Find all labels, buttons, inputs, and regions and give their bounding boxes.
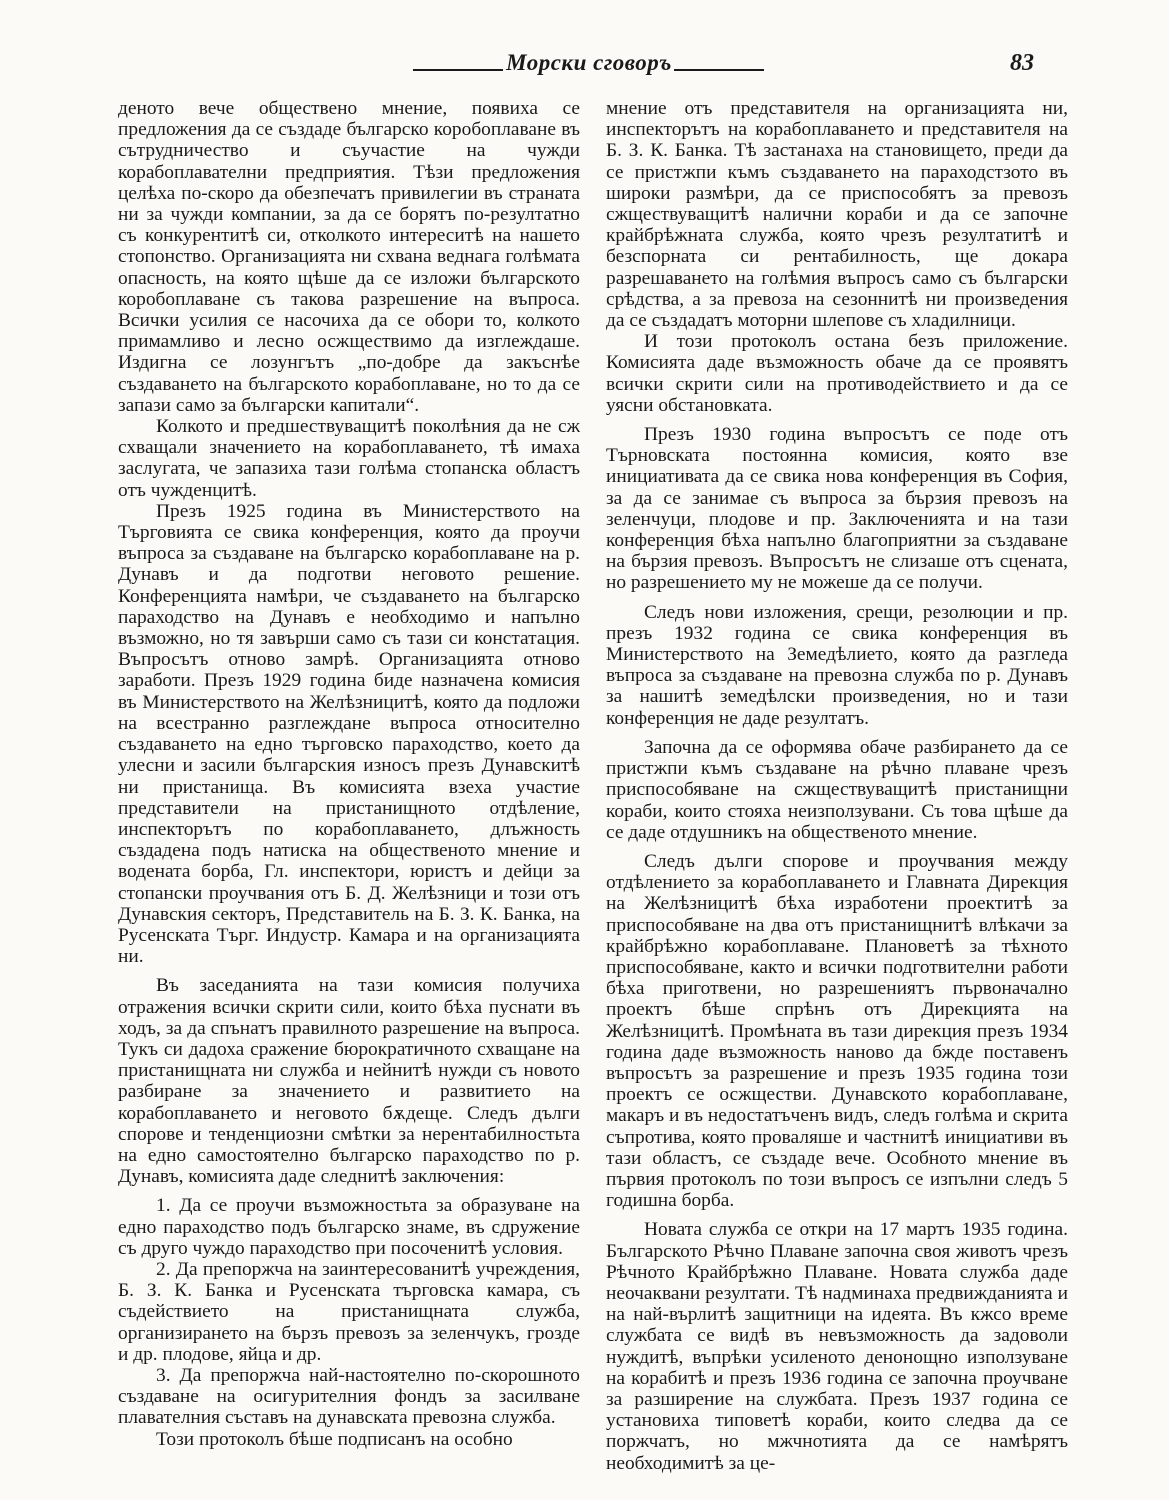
paragraph: Презъ 1925 година въ Министерството на Търговията се свика конференция, която да проучи въпроса за създаване на българско корабоплаване на р. Дунавъ и да подготви неговото решение. Конференцията намѣри, че създаването на българско параходство на Дунавъ е необходимо и напълно възможно, но тя завърши само съ тази си констатация. Въпросътъ отново замрѣ. Организацията отново заработи. Презъ 1929 година биде назначена комисия въ Министерството на Желѣзницитѣ, която да подложи на всестранно разглеждане въпроса относително създаването на едно търговско параходство, което да улесни и засили българския износъ презъ Дунавскитѣ ни пристанища. Въ комисията взеха участие представители на пристанищното отдѣление, инспекторътъ по корабоплаването, длъжность създадена подъ натиска на общественото мнение и водената борба, Гл. инспектори, юристъ и дейци за стопански проучвания отъ Б. Д. Желѣзници и този отъ Дунавския секторъ, Представитель на Б. З. К. Банка, на Русенската Търг. Индустр. Камара и на организацията ни. — [118, 500, 580, 968]
paragraph: Новата служба се откри на 17 мартъ 1935 година. Българското Рѣчно Плаване започна своя животъ чрезъ Рѣчното Крайбрѣжно Плаване. Новата служба даде неочаквани резултати. Тѣ надминаха предвижданията и на най-върлитѣ защитници на идеята. Въ кжсо време службата се видѣ въ невъзможность да задоволи нуждитѣ, въпрѣки усиленото денонощно използуване на корабитѣ и презъ 1936 година се започна проучване за разширение на службата. Презъ 1937 година се установиха типоветѣ кораби, които следва да се поржчатъ, но мжчнотията да се намѣрятъ необходимитѣ за це- — [606, 1219, 1068, 1474]
paragraph: Този протоколъ бѣше подписанъ на особно — [156, 1428, 513, 1450]
list-item: 3. Да препоржча най-настоятелно по-скорошното създаване на осигурителния фондъ за засилване плавателния съставъ на дунавската превозна служба. — [118, 1364, 580, 1429]
journal-title: Морски сговоръ — [506, 50, 672, 75]
running-header — [0, 50, 1169, 90]
page-number: 83 — [1010, 50, 1034, 76]
paragraph: Колкото и предшествуващитѣ поколѣния да не сж схващали значението на корабоплаването, тѣ имаха заслугата, че запазиха тази голѣма стопанска областъ отъ чужденцитѣ. — [118, 416, 580, 501]
paragraph: И този протоколъ остана безъ приложение. Комисията даде възможность обаче да се проявятъ всички скрити сили на противодействието и да се уясни обстановката. — [606, 331, 1068, 416]
right-column — [606, 98, 1068, 1474]
paragraph: Следъ дълги спорове и проучвания между отдѣлението за корабоплаването и Главната Дирекция на Желѣзницитѣ бѣха изработени проектитѣ за приспособяване на два отъ пристанищнитѣ влѣкачи за крайбрѣжно корабоплаване. Плановетѣ за тѣхното приспособяване, както и всички подготвителни работи бѣха приготвени, но разрешениятъ първоначално проектъ бѣше спрѣнъ отъ Дирекцията на Желѣзницитѣ. Промѣната въ тази дирекция презъ 1934 година даде възможность наново да бжде поставенъ въпросътъ за разрешение и презъ 1935 година този проектъ се осжществи. Дунавското корабоплаване, макаръ и въ недостатъченъ видъ, следъ голѣма и скрита съпротива, която проваляше и частнитѣ инициативи въ тази областъ, се създаде вече. Особното мнение въ първия протоколъ по този въпросъ се изпълни следъ 5 годишна борба. — [606, 850, 1068, 1212]
left-column — [118, 98, 580, 1450]
paragraph: Презъ 1930 година въпросътъ се поде отъ Търновската постоянна комисия, която взе инициативата да се свика нова конференция въ София, за да се занимае съ въпроса за бързия превозъ на зеленчуци, плодове и пр. Заключенията и на тази конференция бѣха напълно благоприятни за създаване на бързия превозъ. Въпросътъ не слизаше отъ сцената, но разрешението му не можеше да се получи. — [606, 424, 1068, 594]
paragraph: Въ заседанията на тази комисия получиха отражения всички скрити сили, които бѣха пуснати въ ходъ, за да спънатъ правилното разрешение на въпроса. Тукъ си дадоха сражение бюрократичното схващане на пристанищната ни служба и нейнитѣ нужди съ новото разбиране за значението и развитието на корабоплаването и неговото бѫдеще. Следъ дълги спорове и тенденциозни смѣтки за нерентабилностьта на едно самостоятелно българско параходство по р. Дунавъ, комисията даде следнитѣ заключения: — [118, 975, 580, 1188]
header-rule-right — [674, 69, 764, 71]
header-rule-left — [413, 69, 503, 71]
list-item: 2. Да препоржча на заинтересованитѣ учреждения, Б. З. К. Банка и Русенската търговска камара, съ съдействието на пристанищната служба, организирането на бързъ превозъ за зеленчукъ, грозде и др. плодове, яйца и др. — [118, 1258, 580, 1365]
paragraph: Започна да се оформява обаче разбирането да се пристжпи къмъ създаване на рѣчно плаване чрезъ приспособяване на сжществуващитѣ пристанищни кораби, които стояха неизползувани. Съ това щѣше да се даде отдушникъ на общественото мнение. — [606, 736, 1068, 843]
paragraph: Следъ нови изложения, срещи, резолюции и пр. презъ 1932 година се свика конференция въ Министерството на Земедѣлието, която да разгледа въпроса за създаване на превозна служба по р. Дунавъ за нашитѣ земедѣлски произведения, но и тази конференция не даде резултатъ. — [606, 601, 1068, 729]
paragraph: мнение отъ представителя на организацията ни, инспекторътъ на корабоплаването и представителя на Б. З. К. Банка. Тѣ застанаха на становището, преди да се пристжпи къмъ създаването на параходстзото въ широки размѣри, да се приспособятъ за превозъ сжществуващитѣ налични кораби и да се започне крайбрѣжната служба, която чрезъ резултатитѣ и безспорната си рентабилность, ще докара разрешаването на голѣмия въпросъ само съ български срѣдства, а за превоза на сезоннитѣ ни произведения да се създадатъ моторни шлепове съ хладилници. — [606, 98, 1068, 332]
paragraph: деното вече обществено мнение, появиха се предложения да се създаде българско коробоплаване въ сътрудничество и съучастие на чужди корабоплавателни предприятия. Тѣзи предложения целѣха по-скоро да обезпечатъ привилегии въ страната ни за чужди компании, за да се борятъ по-резултатно съ конкурентитѣ си, отколкото интереситѣ на нашето стопонство. Организацията ни схвана веднага голѣмата опасность, на която щѣше да се изложи българското коробоплаване съ такова разрешение на въпроса. Всички усилия се насочиха да се обори то, колкото примамливо и лесно осжществимо да изглеждаше. Издигна се лозунгътъ „по-добре да закъснѣе създаването на българското корабоплаване, но то да се запази само за български капитали“. — [118, 98, 580, 416]
list-item: 1. Да се проучи възможностьта за образуване на едно параходство подъ българско знаме, въ сдружение съ друго чуждо параходство при посоченитѣ условия. — [118, 1195, 580, 1259]
